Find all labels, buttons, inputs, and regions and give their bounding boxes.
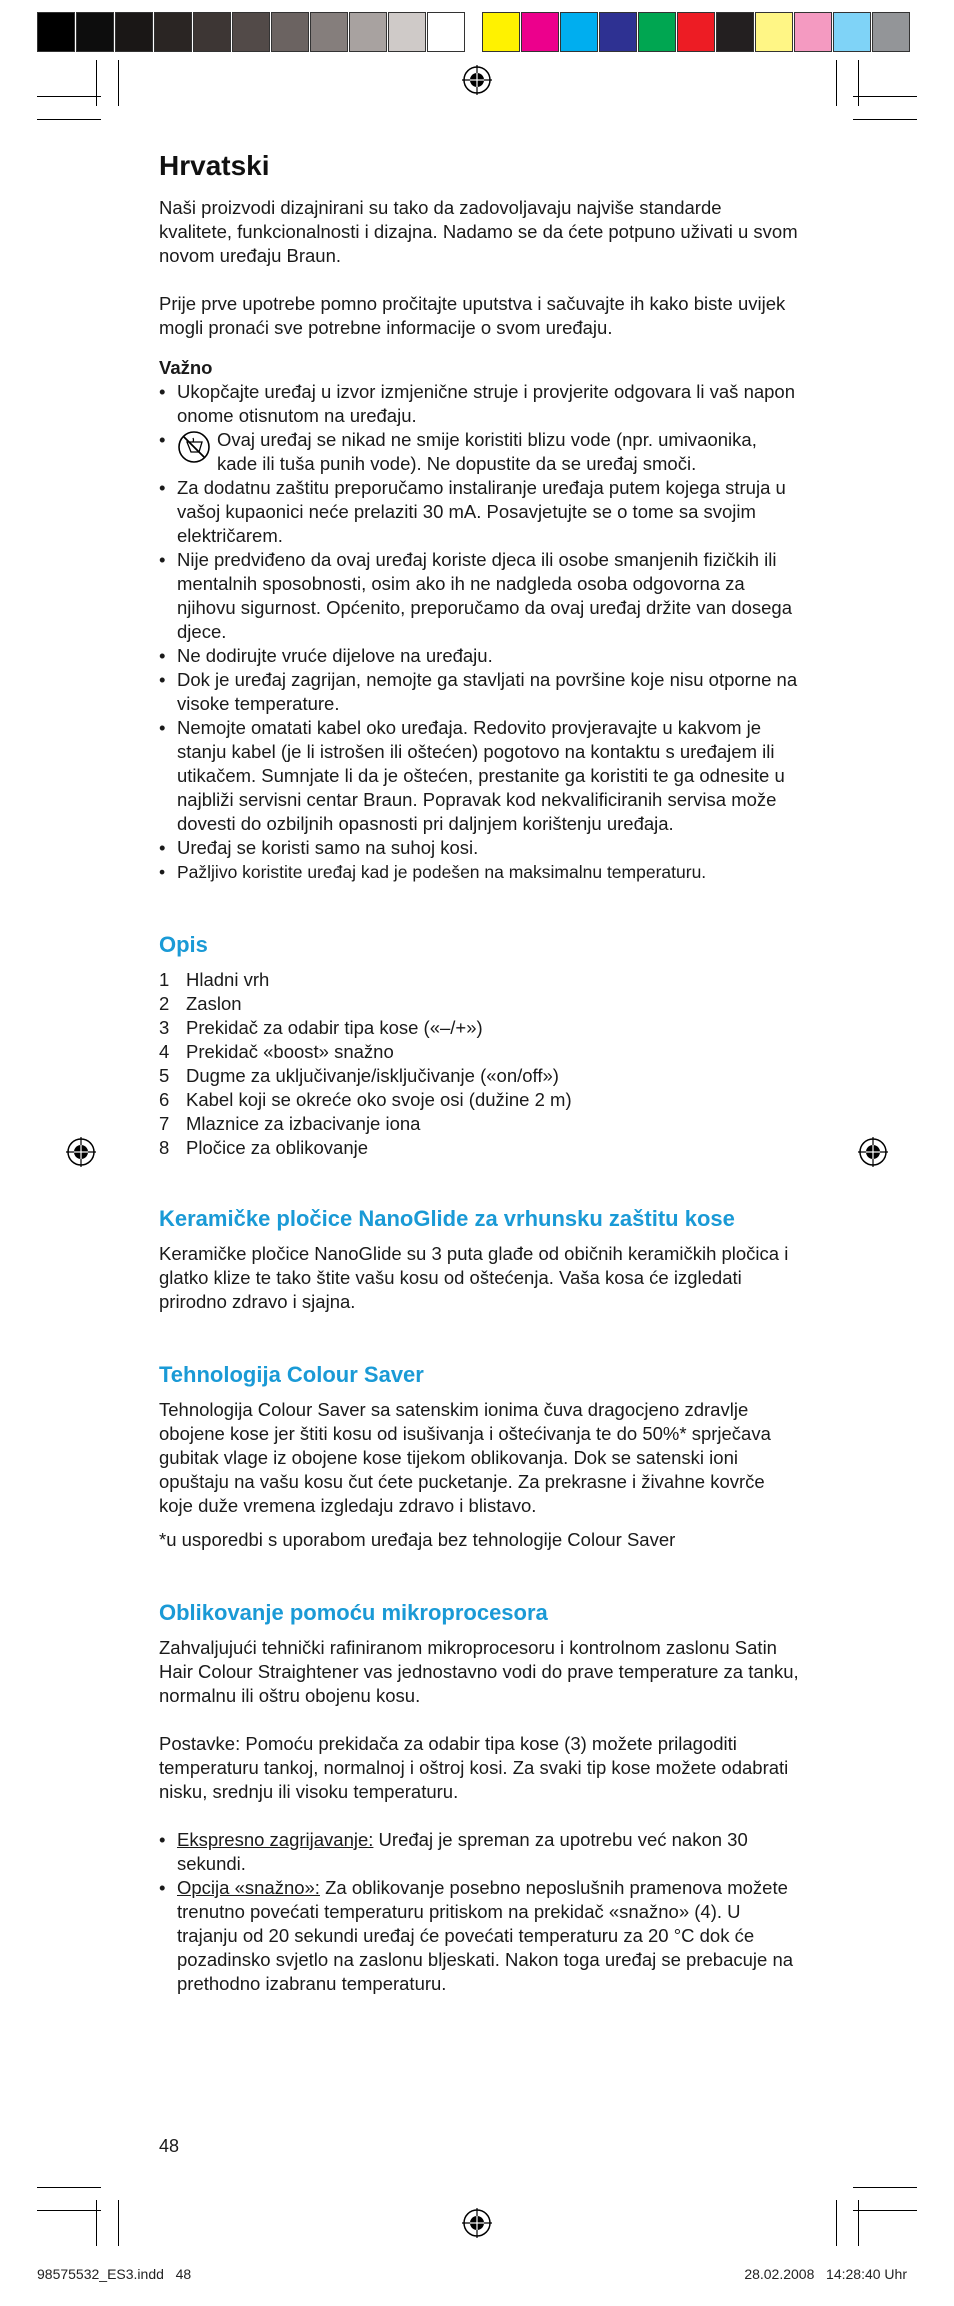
color-swatch [716, 12, 754, 52]
item-number: 4 [159, 1040, 170, 1062]
crop-mark [118, 2200, 119, 2246]
registration-mark-icon [462, 65, 492, 95]
section-heading-opis: Opis [159, 932, 208, 957]
important-heading: Važno [159, 357, 213, 378]
list-item-text: • Ovaj uređaj se nikad ne smije koristiti blizu vode (npr. umivaonika, kade ili tuša punih vode). Ne dopustite da se uređaj smoči. [217, 429, 757, 474]
item-text: Mlaznice za izbacivanje iona [186, 1112, 421, 1134]
colour-saver-footnote: *u usporedbi s uporabom uređaja bez tehnologije Colour Saver [159, 1528, 676, 1550]
crop-mark [37, 2187, 101, 2188]
color-swatch [76, 12, 114, 52]
page-number: 48 [159, 2136, 180, 2156]
intro-paragraph: Naši proizvodi dizajnirani su tako da zadovoljavaju najviše standarde kvalitete, funkcionalnosti i dizajna. Nadamo se da ćete potpuno uživati u svom novom uređaju Braun. [159, 197, 798, 266]
registration-mark-icon [462, 2208, 492, 2238]
crop-mark [858, 2200, 859, 2246]
no-water-warning-icon [177, 430, 211, 464]
color-swatch [599, 12, 637, 52]
section-heading-microprocessor: Oblikovanje pomoću mikroprocesora [159, 1599, 548, 1625]
item-label: Opcija «snažno»: [177, 1876, 320, 1898]
swatch-gap [466, 12, 482, 54]
footer-timestamp: 28.02.2008 14:28:40 Uhr [744, 2266, 907, 2282]
crop-mark [853, 119, 917, 120]
list-item: • Nije predviđeno da ovaj uređaj koriste djeca ili osobe smanjenih fizičkih ili mentalnih sposobnosti, osim ako ih ne nadgleda osoba odgovorna za njihovu sigurnost. Općenito, preporučamo da ovaj uređaj držite van dosega djece. [159, 548, 799, 644]
item-text: Za oblikovanje posebno neposlušnih pramenova možete trenutno povećati temperaturu pritiskom na prekidač «snažno» (4). U trajanju od 20 sekundi uređaj će povećati temperaturu za 20 °C dok će pozadinsko svjetlo na zaslonu bljeskati. Nakon toga uređaj se prebacuje na prethodno izabranu temperaturu. [177, 1876, 794, 1994]
item-number: 6 [159, 1088, 170, 1110]
item-text: Kabel koji se okreće oko svoje osi (dužine 2 m) [186, 1088, 572, 1110]
color-swatch [115, 12, 153, 52]
section-heading-nanoglide: Keramičke pločice NanoGlide za vrhunsku zaštitu kose [159, 1205, 735, 1231]
color-swatch [37, 12, 75, 52]
item-number: 1 [159, 968, 170, 990]
crop-mark [96, 60, 97, 106]
microprocessor-settings-paragraph: Postavke: Pomoću prekidača za odabir tipa kose (3) možete prilagoditi temperaturu tankoj, normalnoj i oštroj kosi. Za svaki tip kose možete odabrati nisku, srednju ili visoku temperaturu. [159, 1732, 789, 1802]
list-item [159, 968, 799, 992]
color-swatch [388, 12, 426, 52]
crop-mark [37, 96, 101, 97]
item-text: Dugme za uključivanje/isključivanje («on/off») [186, 1064, 559, 1086]
microprocessor-list [159, 1828, 799, 1996]
important-list [159, 380, 799, 884]
item-number: 5 [159, 1064, 170, 1086]
list-item [159, 992, 799, 1016]
nanoglide-paragraph: Keramičke pločice NanoGlide su 3 puta glađe od običnih keramičkih pločica i glatko klize te tako štite vašu kosu od oštećenja. Vaša kosa će izgledati prirodno zdravo i sjajna. [159, 1242, 789, 1312]
section-heading-colour-saver: Tehnologija Colour Saver [159, 1361, 424, 1387]
color-swatch [271, 12, 309, 52]
list-item: • Dok je uređaj zagrijan, nemojte ga stavljati na površine koje nisu otporne na visoke temperature. [159, 668, 799, 716]
item-label: Ekspresno zagrijavanje: [177, 1828, 374, 1850]
color-swatch [482, 12, 520, 52]
list-item [159, 1040, 799, 1064]
crop-mark [853, 2210, 917, 2211]
crop-mark [37, 119, 101, 120]
crop-mark [96, 2200, 97, 2246]
intro-paragraph: Prije prve upotrebe pomno pročitajte uputstva i sačuvajte ih kako biste uvijek mogli pronaći sve potrebne informacije o svom uređaju. [159, 293, 786, 338]
color-swatch [232, 12, 270, 52]
list-item [159, 1064, 799, 1088]
color-swatch [154, 12, 192, 52]
page-title: Hrvatski [159, 150, 270, 181]
list-item [159, 428, 799, 476]
colour-saver-paragraph: Tehnologija Colour Saver sa satenskim ionima čuva dragocjeno zdravlje obojene kose jer štiti kosu od isušivanja i oštećivanja te do 50%* sprječava gubitak vlage iz obojene kose tijekom oblikovanja. Dok se satenski ioni opuštaju na vašu kosu čut ćete pucketanje. Za prekrasne i živahne kovrče koje duže vremena izgledaju zdravo i blistavo. [159, 1398, 771, 1516]
registration-mark-icon [858, 1137, 888, 1167]
crop-mark [118, 60, 119, 106]
crop-mark [836, 60, 837, 106]
item-text: Prekidač «boost» snažno [186, 1040, 394, 1062]
main-content [159, 150, 799, 1996]
list-item [159, 1828, 799, 1876]
item-text: Uređaj je spreman za upotrebu već nakon 30 sekundi. [177, 1828, 748, 1874]
registration-mark-icon [66, 1137, 96, 1167]
crop-mark [858, 60, 859, 106]
color-swatch [349, 12, 387, 52]
list-item [159, 1016, 799, 1040]
list-item [159, 1136, 799, 1160]
item-text: Zaslon [186, 992, 242, 1014]
item-number: 7 [159, 1112, 170, 1134]
list-item [159, 1088, 799, 1112]
color-calibration-bar [37, 12, 911, 54]
list-item: • Pažljivo koristite uređaj kad je podešen na maksimalnu temperaturu. [159, 860, 799, 884]
item-number: 3 [159, 1016, 170, 1038]
color-swatch [755, 12, 793, 52]
color-swatch [560, 12, 598, 52]
crop-mark [37, 2210, 101, 2211]
color-swatch [677, 12, 715, 52]
color-swatch [794, 12, 832, 52]
parts-list [159, 968, 799, 1160]
item-text: Prekidač za odabir tipa kose («–/+») [186, 1016, 483, 1038]
list-item: • Za dodatnu zaštitu preporučamo instaliranje uređaja putem kojega struja u vašoj kupaonici neće prelaziti 30 mA. Posavjetujte se o tome sa svojim električarem. [159, 476, 799, 548]
color-swatch [833, 12, 871, 52]
item-text: Hladni vrh [186, 968, 270, 990]
microprocessor-paragraph: Zahvaljujući tehnički rafiniranom mikroprocesoru i kontrolnom zaslonu Satin Hair Colour Straightener vas jednostavno vodi do prave temperature za tanku, normalnu ili oštru obojenu kosu. [159, 1636, 799, 1706]
crop-mark [853, 96, 917, 97]
item-number: 8 [159, 1136, 170, 1158]
list-item: • Ukopčajte uređaj u izvor izmjenične struje i provjerite odgovara li vaš napon onome otisnutom na uređaju. [159, 380, 799, 428]
color-swatch [427, 12, 465, 52]
color-swatch [310, 12, 348, 52]
color-swatch [521, 12, 559, 52]
list-item: • Nemojte omatati kabel oko uređaja. Redovito provjeravajte u kakvom je stanju kabel (je li istrošen ili oštećen) pogotovo na kontaktu s uređajem ili utikačem. Sumnjate li da je oštećen, prestanite ga koristiti te ga odnesite u najbliži servisni centar Braun. Popravak kod nekvalificiranih servisa može dovesti do ozbiljnih opasnosti pri daljnjem korištenju uređaja. [159, 716, 799, 836]
crop-mark [836, 2200, 837, 2246]
color-swatch [872, 12, 910, 52]
list-item [159, 1112, 799, 1136]
item-number: 2 [159, 992, 170, 1014]
list-item: • Uređaj se koristi samo na suhoj kosi. [159, 836, 799, 860]
list-item [159, 1876, 799, 1996]
color-swatch [193, 12, 231, 52]
footer-file-info: 98575532_ES3.indd 48 [37, 2266, 192, 2282]
crop-mark [853, 2187, 917, 2188]
color-swatch [638, 12, 676, 52]
list-item: • Ne dodirujte vruće dijelove na uređaju. [159, 644, 799, 668]
item-text: Pločice za oblikovanje [186, 1136, 369, 1158]
